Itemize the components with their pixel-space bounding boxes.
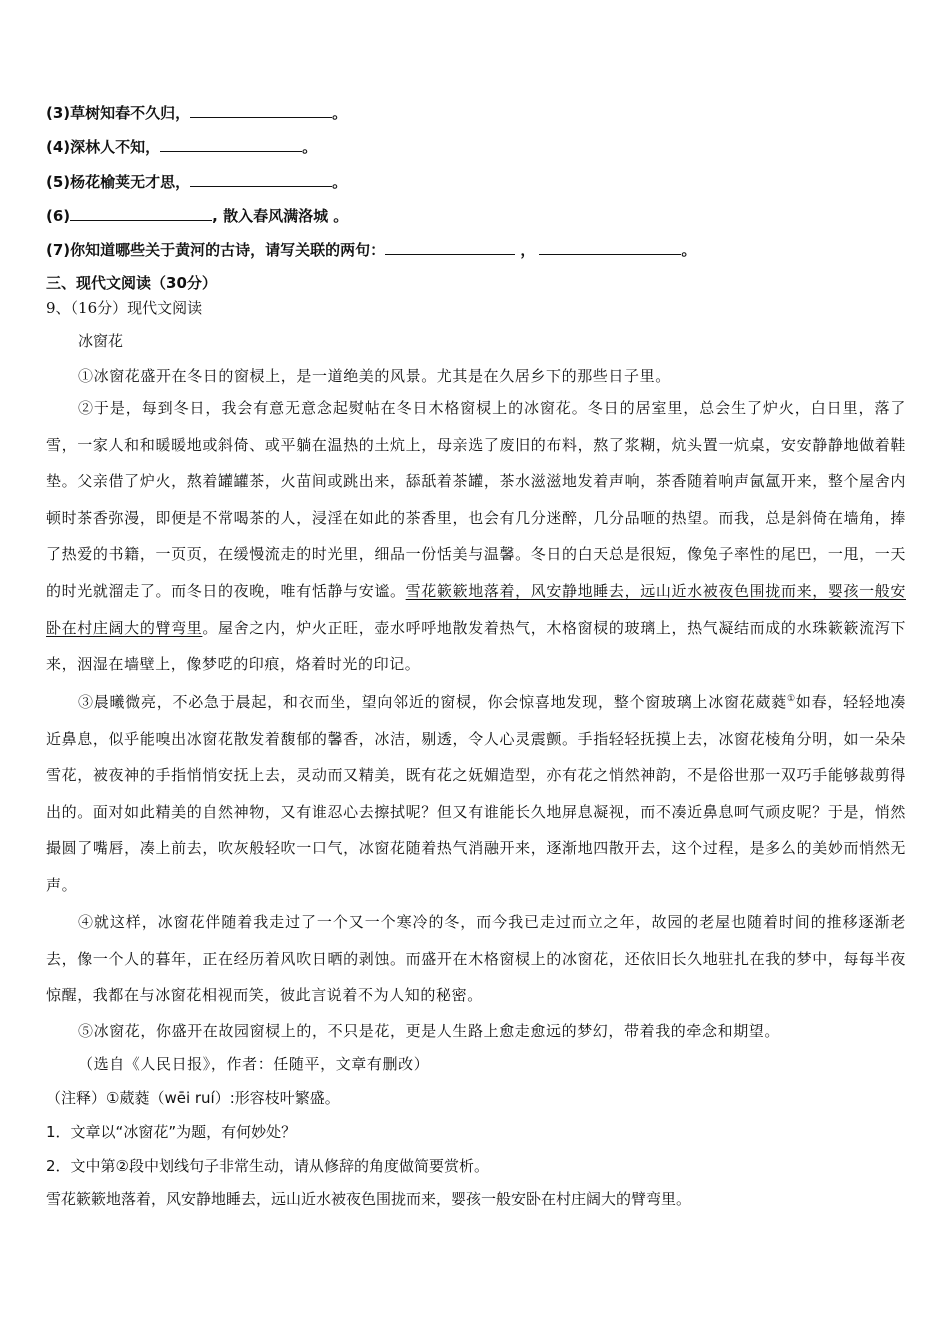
section-heading: 三、现代文阅读（30分） — [46, 274, 217, 292]
footnote-marker: ① — [787, 694, 796, 704]
p2-text-before: ②于是，每到冬日，我会有意无意念起熨帖在冬日木格窗棂上的冰窗花。冬日的居室里，总会生了炉火，白日里，落了雪，一家人和和暖暖地或斜倚、或平躺在温热的土炕上，母亲选了废旧的布料，熬了浆糊，炕头置一炕桌，安安静静地做着鞋垫。父亲借了炉火，熬着罐罐茶，火苗间或跳出来，舔舐着茶罐，茶水滋滋地发着声响，茶香随着响声氤氲开来，整个屋舍内顿时茶香弥漫，即便是不常喝茶的人，浸淫在如此的茶香里，也会有几分迷醉，几分品咂的热望。而我，总是斜倚在墙角，捧了热爱的书籍，一页页，在缓慢流走的时光里，细品一份恬美与温馨。冬日的白天总是很短，像兔子率性的尾巴，一甩，一天的时光就溜走了。而冬日的夜晚，唯有恬静与安谧。 — [46, 399, 906, 600]
article-paragraph-2 — [46, 390, 906, 683]
p2-underlined-sentence: 雪花簌簌地落着，风安静地睡去，远山近水被夜色围拢而来，婴孩一般安卧在村庄阔大的臂弯里 — [46, 581, 906, 637]
fill-in-q3 — [46, 103, 347, 123]
fill-in-q6 — [46, 206, 348, 226]
q5-prefix: (5)杨花榆荚无才思， — [46, 173, 191, 191]
fill-in-q7 — [46, 240, 696, 260]
q7-prefix: (7)你知道哪些关于黄河的古诗，请写关联的两句： — [46, 241, 386, 259]
fill-in-q5 — [46, 172, 347, 192]
p3-text-after: 如春，轻轻地凑近鼻息，似乎能嗅出冰窗花散发着馥郁的馨香，冰洁，剔透，令人心灵震颤。手指轻轻抚摸上去，冰窗花棱角分明，如一朵朵雪花，被夜神的手指悄悄安抚上去，灵动而又精美，既有花之妩媚造型，亦有花之悄然神韵，不是俗世那一双巧手能够裁剪得出的。面对如此精美的自然神物，又有谁忍心去擦拭呢？但又有谁能长久地屏息凝视，而不凑近鼻息呵气顽皮呢？于是，悄然撮圆了嘴唇，凑上前去，吹灰般轻吹一口气，冰窗花随着热气消融开来，逐渐地四散开去，这个过程，是多么的美妙而悄然无声。 — [46, 693, 906, 894]
article-paragraph-4: ④就这样，冰窗花伴随着我走过了一个又一个寒冷的冬，而今我已走过而立之年，故园的老屋也随着时间的推移逐渐老去，像一个人的暮年，正在经历着风吹日晒的剥蚀。而盛开在木格窗棂上的冰窗花，还依旧长久地驻扎在我的梦中，每每半夜惊醒，我都在与冰窗花相视而笑，彼此言说着不为人知的秘密。 — [46, 913, 906, 1005]
q4-answer-blank[interactable] — [160, 137, 302, 152]
q4-suffix: 。 — [302, 138, 318, 156]
question-2: 2．文中第②段中划线句子非常生动，请从修辞的角度做简要赏析。 — [46, 1157, 489, 1175]
q7-middle: ， — [515, 241, 536, 259]
article-paragraph-3 — [46, 684, 906, 904]
article-paragraph-5: ⑤冰窗花，你盛开在故园窗棂上的，不只是花，更是人生路上愈走愈远的梦幻，带着我的牵念和期望。 — [78, 1022, 781, 1040]
question-2-quote: 雪花簌簌地落着，风安静地睡去，远山近水被夜色围拢而来，婴孩一般安卧在村庄阔大的臂弯里。 — [46, 1190, 692, 1208]
article-source: （选自《人民日报》，作者：任随平，文章有删改） — [78, 1055, 430, 1073]
q5-answer-blank[interactable] — [190, 172, 332, 187]
q7-answer-blank-2[interactable] — [539, 240, 681, 255]
q3-suffix: 。 — [332, 104, 348, 122]
question-number: 9、（16分）现代文阅读 — [46, 299, 203, 317]
q6-prefix: (6) — [46, 207, 71, 225]
q5-suffix: 。 — [332, 173, 348, 191]
q6-answer-blank[interactable] — [70, 206, 212, 221]
p3-text-before: ③晨曦微亮，不必急于晨起，和衣而坐，望向邻近的窗棂，你会惊喜地发现，整个窗玻璃上冰窗花葳蕤 — [78, 693, 788, 711]
article-title: 冰窗花 — [78, 332, 124, 350]
question-1: 1．文章以“冰窗花”为题，有何妙处？ — [46, 1123, 297, 1141]
article-note: （注释）①葳蕤（wēi ruí）:形容枝叶繁盛。 — [46, 1089, 340, 1107]
article-paragraph-1: ①冰窗花盛开在冬日的窗棂上，是一道绝美的风景。尤其是在久居乡下的那些日子里。 — [78, 367, 671, 385]
p2-text-after: 。屋舍之内，炉火正旺，壶水呼呼地散发着热气，木格窗棂的玻璃上，热气凝结而成的水珠簌簌流泻下来，洇湿在墙壁上，像梦呓的印痕，烙着时光的印记。 — [46, 618, 906, 674]
fill-in-q4 — [46, 137, 317, 157]
q7-suffix: 。 — [681, 241, 697, 259]
q3-answer-blank[interactable] — [190, 103, 332, 118]
q6-suffix: , 散入春风满洛城 。 — [212, 207, 349, 225]
q3-prefix: (3)草树知春不久归， — [46, 104, 191, 122]
q4-prefix: (4)深林人不知， — [46, 138, 161, 156]
q7-answer-blank-1[interactable] — [385, 240, 515, 255]
